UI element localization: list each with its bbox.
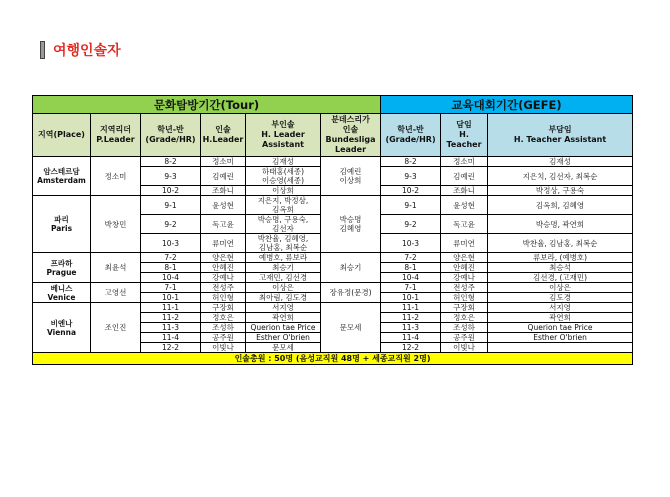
place-leader: 정소미 [91,157,141,196]
teacher-cell: 조화니 [441,186,488,196]
hleader-cell: 김예린 [201,167,246,186]
teacher-cell: 강예나 [441,273,488,283]
grade-gefe-cell: 10-3 [381,234,441,253]
total-row: 인솔총원 : 50명 (음성교직원 48명 + 세종교직원 2명) [33,353,633,365]
hleader-assistant-cell: 박승명, 구용숙, 김선자 [246,215,321,234]
header-place: 지역(Place) [33,114,91,157]
teacher-assistant-cell: 김재성 [488,157,633,167]
grade-cell: 8-1 [141,263,201,273]
bundesliga-leader: 최승기 [321,253,381,283]
header-grade-gefe: 학년-반 (Grade/HR) [381,114,441,157]
grade-cell: 10-2 [141,186,201,196]
table-row [33,196,633,215]
teacher-assistant-cell: 박승명, 곽연희 [488,215,633,234]
grade-gefe-cell: 11-1 [381,303,441,313]
grade-gefe-cell: 10-1 [381,293,441,303]
hleader-cell: 강예나 [201,273,246,283]
teacher-cell: 구장회 [441,303,488,313]
place-name: 프라하 Prague [33,253,91,283]
hleader-assistant-cell: Esther O'brien [246,333,321,343]
grade-cell: 9-1 [141,196,201,215]
grade-gefe-cell: 12-2 [381,343,441,353]
hleader-assistant-cell: 김재성 [246,157,321,167]
teacher-assistant-cell: 곽연희 [488,313,633,323]
teacher-cell: 윤성현 [441,196,488,215]
grade-cell: 7-2 [141,253,201,263]
grade-gefe-cell: 8-2 [381,157,441,167]
teacher-assistant-cell [488,343,633,353]
teacher-cell: 정소미 [441,157,488,167]
teacher-assistant-cell: Querion tae Price [488,323,633,333]
grade-cell: 10-4 [141,273,201,283]
header-hleader: 인솔 H.Leader [201,114,246,157]
hleader-cell: 조성하 [201,323,246,333]
table-body [33,157,633,353]
grade-gefe-cell: 11-4 [381,333,441,343]
hleader-cell: 전성주 [201,283,246,293]
header-grade: 학년-반 (Grade/HR) [141,114,201,157]
teacher-cell: 전성주 [441,283,488,293]
teacher-assistant-cell: 김도경 [488,293,633,303]
teacher-cell: 류미연 [441,234,488,253]
grade-cell: 8-2 [141,157,201,167]
hleader-cell: 정호은 [201,313,246,323]
header-bundesliga: 분데스리가 인솔 Bundesliga Leader [321,114,381,157]
teacher-assistant-cell: 박찬율, 김남홍, 최복순 [488,234,633,253]
section-heading [40,40,121,60]
grade-cell: 12-2 [141,343,201,353]
grade-cell: 11-4 [141,333,201,343]
header-teacher-assistant: 부담임 H. Teacher Assistant [488,114,633,157]
hleader-cell: 허인형 [201,293,246,303]
tour-band: 문화탐방기간(Tour) [33,96,381,114]
place-leader: 고영선 [91,283,141,303]
teacher-assistant-cell: Esther O'brien [488,333,633,343]
grade-gefe-cell: 11-2 [381,313,441,323]
place-name: 파리 Paris [33,196,91,253]
grade-cell: 10-1 [141,293,201,303]
grade-cell: 11-2 [141,313,201,323]
teacher-assistant-cell: 이상은 [488,283,633,293]
grade-gefe-cell: 10-4 [381,273,441,283]
teacher-cell: 공주원 [441,333,488,343]
grade-cell: 9-3 [141,167,201,186]
hleader-assistant-cell: 최승기 [246,263,321,273]
grade-gefe-cell: 9-1 [381,196,441,215]
hleader-cell: 양은현 [201,253,246,263]
table-row [33,253,633,263]
hleader-assistant-cell: 박찬율, 김혜영, 김남홍, 최복순 [246,234,321,253]
header-leader: 지역리더 P.Leader [91,114,141,157]
hleader-cell: 안혜진 [201,263,246,273]
escort-table [32,95,633,365]
grade-cell: 9-2 [141,215,201,234]
bundesliga-leader: 박승명 김혜영 [321,196,381,253]
teacher-cell: 이빛나 [441,343,488,353]
hleader-cell: 정소미 [201,157,246,167]
hleader-assistant-cell: 하태홍(세종) 이승영(세종) [246,167,321,186]
grade-gefe-cell: 11-3 [381,323,441,333]
header-hleader-assistant: 부인솔 H. Leader Assistant [246,114,321,157]
table-row [33,303,633,313]
hleader-cell: 윤성현 [201,196,246,215]
teacher-cell: 김예린 [441,167,488,186]
place-leader: 최윤석 [91,253,141,283]
place-name: 비엔나 Vienna [33,303,91,353]
place-leader: 박창민 [91,196,141,253]
teacher-cell: 독고윤 [441,215,488,234]
teacher-cell: 정호은 [441,313,488,323]
hleader-assistant-cell: 지은지, 박정삼, 김옥희 [246,196,321,215]
teacher-assistant-cell: 서지영 [488,303,633,313]
hleader-assistant-cell: 이상희 [246,186,321,196]
teacher-assistant-cell: 김옥희, 김혜영 [488,196,633,215]
hleader-assistant-cell: 고재민, 김선경 [246,273,321,283]
grade-gefe-cell: 9-2 [381,215,441,234]
table-row [33,157,633,167]
hleader-assistant-cell: Querion tae Price [246,323,321,333]
bundesliga-leader: 문모세 [321,303,381,353]
heading-bar-icon [40,41,45,59]
hleader-cell: 독고윤 [201,215,246,234]
hleader-assistant-cell: 문모세 [246,343,321,353]
teacher-cell: 허인형 [441,293,488,303]
hleader-cell: 이빛나 [201,343,246,353]
grade-gefe-cell: 10-2 [381,186,441,196]
teacher-cell: 안혜진 [441,263,488,273]
place-leader: 조인진 [91,303,141,353]
hleader-cell: 조화니 [201,186,246,196]
hleader-assistant-cell: 서지영 [246,303,321,313]
bundesliga-leader: 장유정(문경) [321,283,381,303]
section-title: 여행인솔자 [53,43,121,59]
teacher-assistant-cell: 지은치, 김선자, 최복순 [488,167,633,186]
place-name: 암스테르담 Amsterdam [33,157,91,196]
gefe-band: 교육대회기간(GEFE) [381,96,633,114]
teacher-assistant-cell: 김선경, (고재민) [488,273,633,283]
hleader-cell: 공주원 [201,333,246,343]
grade-cell: 10-3 [141,234,201,253]
place-name: 베니스 Venice [33,283,91,303]
teacher-assistant-cell: 류보라, (예병호) [488,253,633,263]
teacher-assistant-cell: 박정상, 구용숙 [488,186,633,196]
header-teacher: 담임 H. Teacher [441,114,488,157]
hleader-assistant-cell: 곽연희 [246,313,321,323]
hleader-assistant-cell: 예병호, 류보라 [246,253,321,263]
grade-gefe-cell: 7-2 [381,253,441,263]
grade-gefe-cell: 9-3 [381,167,441,186]
hleader-cell: 구장회 [201,303,246,313]
hleader-assistant-cell: 이상은 [246,283,321,293]
teacher-cell: 양은현 [441,253,488,263]
grade-gefe-cell: 8-1 [381,263,441,273]
teacher-cell: 조성하 [441,323,488,333]
grade-cell: 11-3 [141,323,201,333]
teacher-assistant-cell: 최승석 [488,263,633,273]
bundesliga-leader: 김예린 이상희 [321,157,381,196]
grade-cell: 7-1 [141,283,201,293]
hleader-assistant-cell: 최아림, 김도경 [246,293,321,303]
grade-gefe-cell: 7-1 [381,283,441,293]
hleader-cell: 류미연 [201,234,246,253]
grade-cell: 11-1 [141,303,201,313]
table-row [33,283,633,293]
